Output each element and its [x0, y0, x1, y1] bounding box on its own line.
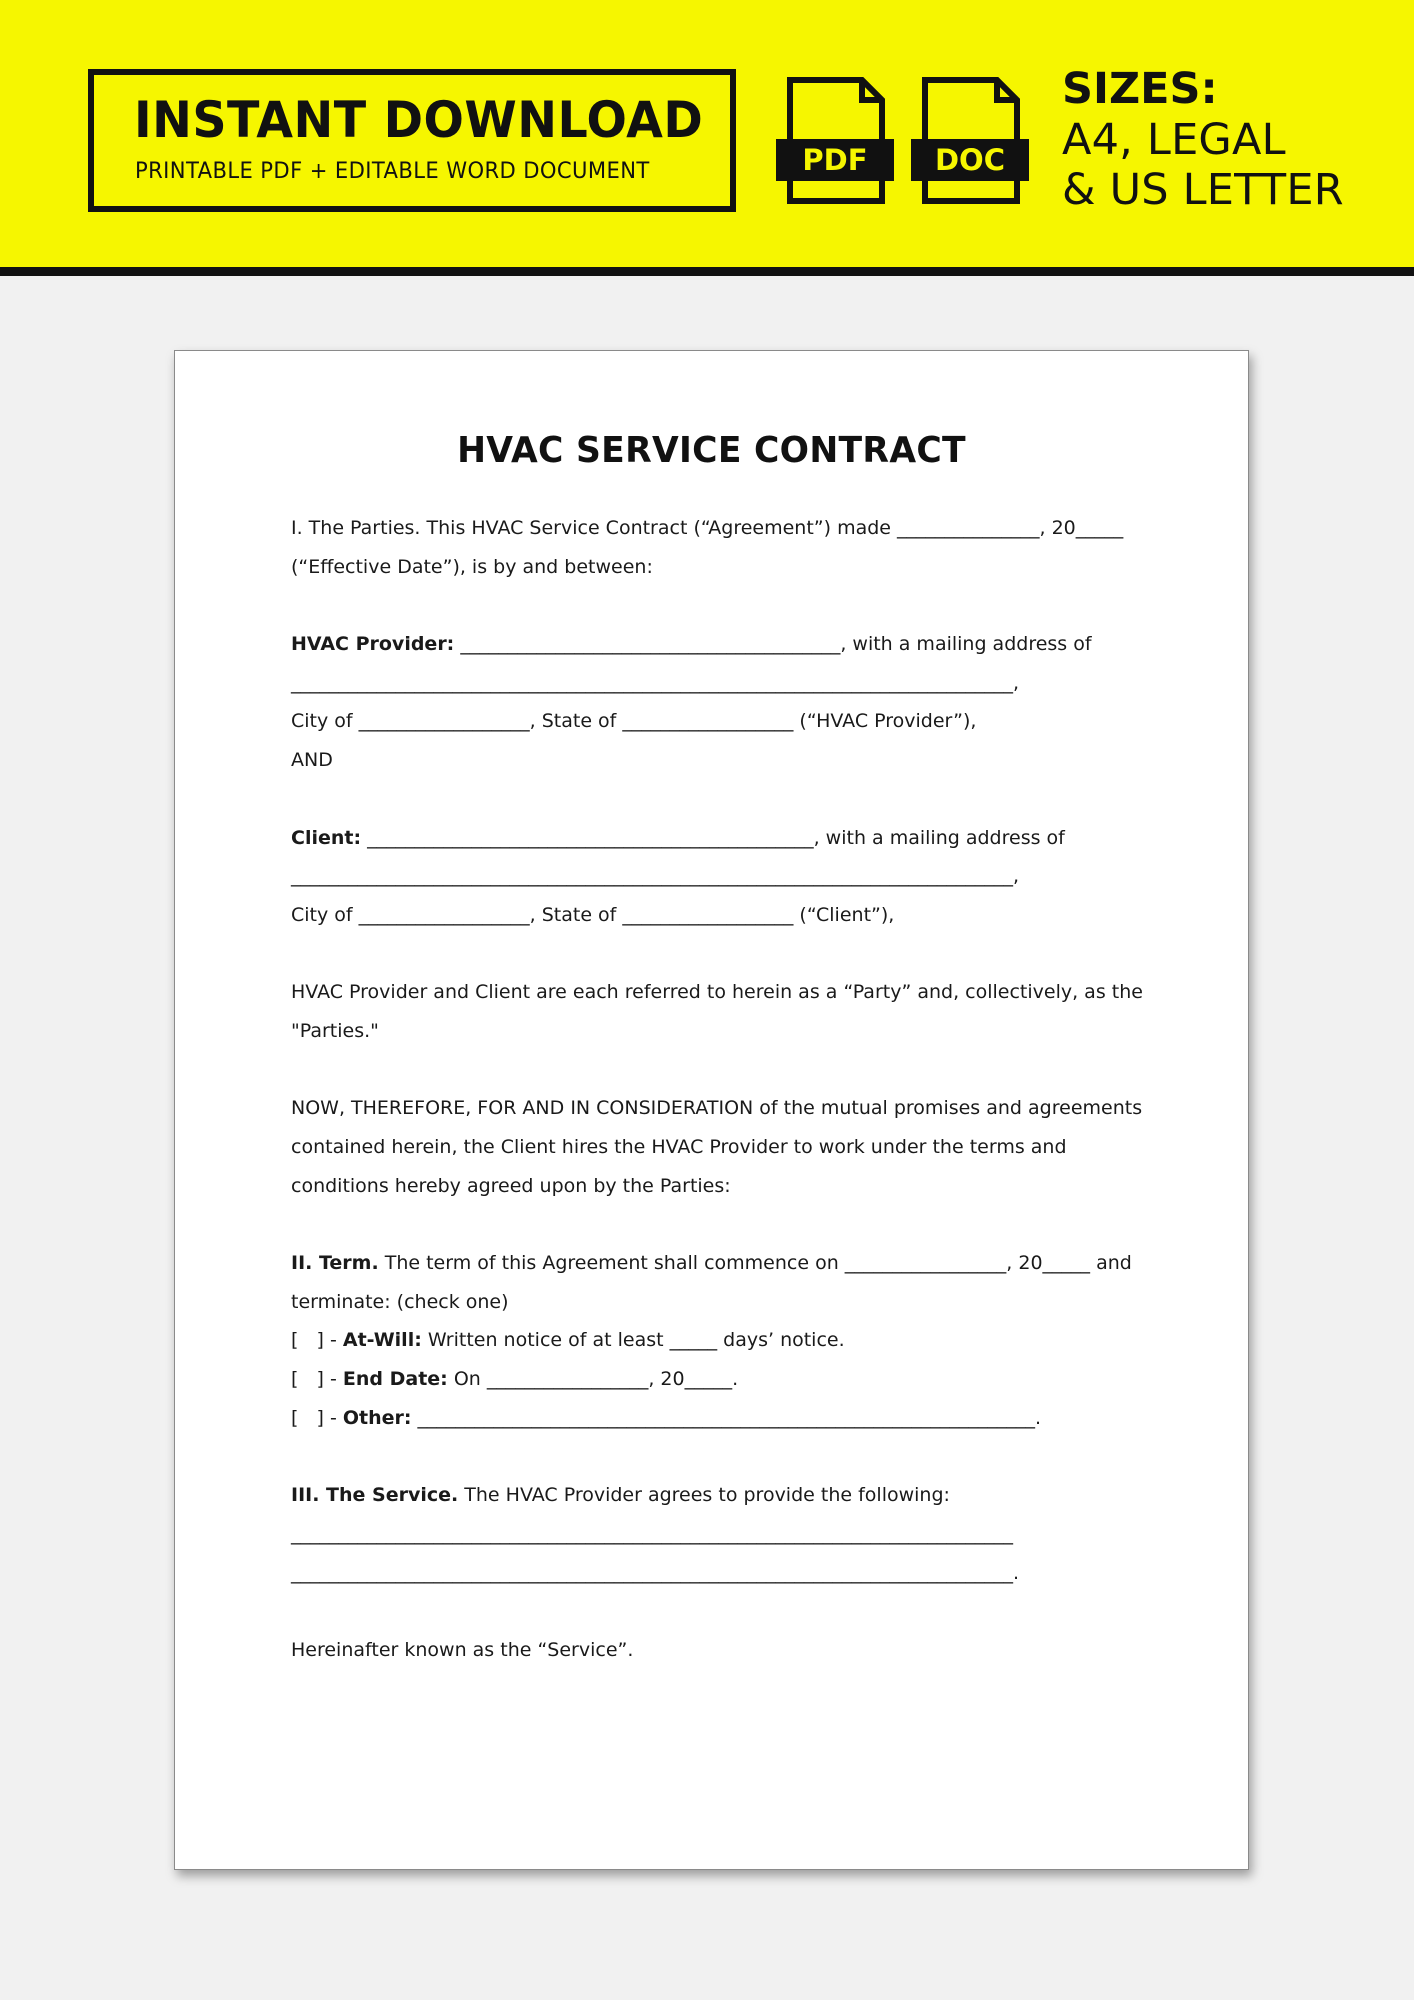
- service-label: III. The Service.: [291, 1484, 459, 1507]
- end-date-checkbox[interactable]: [ ] -: [291, 1368, 343, 1391]
- party-definition-line-1: HVAC Provider and Client are each referred to herein as a “Party” and, collectively, as the: [291, 981, 1143, 1004]
- term-line-2: terminate: (check one): [291, 1290, 509, 1313]
- provider-name-blank: ________________________________________, with a mailing address of: [454, 633, 1092, 656]
- term-label: II. Term.: [291, 1252, 379, 1275]
- document-page: [174, 350, 1249, 1870]
- party-definition-line-2: "Parties.": [291, 1019, 379, 1042]
- provider-address-blank: ____________________________________________________________________________,: [291, 671, 1020, 694]
- sizes-label: SIZES:: [1062, 64, 1218, 114]
- consideration-line-1: NOW, THEREFORE, FOR AND IN CONSIDERATION of the mutual promises and agreements: [291, 1097, 1143, 1120]
- instant-download-box: [88, 69, 736, 212]
- other-checkbox[interactable]: [ ] -: [291, 1406, 343, 1429]
- client-address-blank: ____________________________________________________________________________,: [291, 865, 1020, 888]
- client-city-line: City of __________________, State of __________________ (“Client”),: [291, 903, 895, 926]
- end-date-option: [291, 1360, 1151, 1399]
- at-will-checkbox[interactable]: [ ] -: [291, 1329, 343, 1352]
- parties-line-1: I. The Parties. This HVAC Service Contract (“Agreement”) made _______________, 20_____: [291, 517, 1124, 539]
- pdf-file-icon: [776, 77, 896, 205]
- service-text: The HVAC Provider agrees to provide the following:: [458, 1484, 950, 1507]
- provider-city-line: City of __________________, State of __________________ (“HVAC Provider”),: [291, 710, 977, 733]
- service-line: [291, 1476, 1151, 1515]
- other-option: [291, 1399, 1151, 1438]
- client-line: [291, 819, 1151, 858]
- doc-file-icon: [911, 77, 1031, 205]
- doc-label: DOC: [911, 139, 1029, 181]
- consideration-line-2: contained herein, the Client hires the HVAC Provider to work under the terms and: [291, 1136, 1067, 1158]
- banner-title: INSTANT DOWNLOAD: [134, 91, 704, 149]
- sizes-info: [1062, 63, 1344, 215]
- service-blank-1: ____________________________________________________________________________: [291, 1522, 1013, 1545]
- parties-line-2: (“Effective Date”), is by and between:: [291, 555, 653, 578]
- pdf-label: PDF: [776, 139, 894, 181]
- sizes-line-2: & US LETTER: [1062, 165, 1344, 215]
- term-text: The term of this Agreement shall commence on _________________, 20_____ and: [378, 1252, 1132, 1275]
- document-title: HVAC SERVICE CONTRACT: [457, 430, 966, 471]
- at-will-label: At-Will:: [342, 1329, 422, 1352]
- promo-banner: [0, 0, 1414, 276]
- client-label: Client:: [291, 826, 362, 849]
- sizes-line-1: A4, LEGAL: [1062, 115, 1286, 165]
- at-will-option: [291, 1321, 1151, 1360]
- other-text: _________________________________________________________________.: [411, 1406, 1042, 1429]
- provider-line: [291, 625, 1151, 664]
- term-line: [291, 1244, 1151, 1283]
- end-date-label: End Date:: [342, 1368, 448, 1391]
- client-name-blank: _______________________________________________, with a mailing address of: [361, 826, 1065, 849]
- provider-label: HVAC Provider:: [291, 633, 455, 656]
- other-label: Other:: [342, 1406, 412, 1429]
- service-blank-2: ____________________________________________________________________________.: [291, 1561, 1020, 1584]
- and-line: AND: [291, 749, 333, 772]
- at-will-text: Written notice of at least _____ days’ notice.: [421, 1329, 845, 1352]
- hereinafter-line: Hereinafter known as the “Service”.: [291, 1638, 634, 1661]
- document-body: [291, 509, 1151, 1670]
- end-date-text: On _________________, 20_____.: [447, 1368, 739, 1391]
- consideration-line-3: conditions hereby agreed upon by the Parties:: [291, 1174, 731, 1197]
- banner-subtitle: PRINTABLE PDF + EDITABLE WORD DOCUMENT: [135, 159, 650, 184]
